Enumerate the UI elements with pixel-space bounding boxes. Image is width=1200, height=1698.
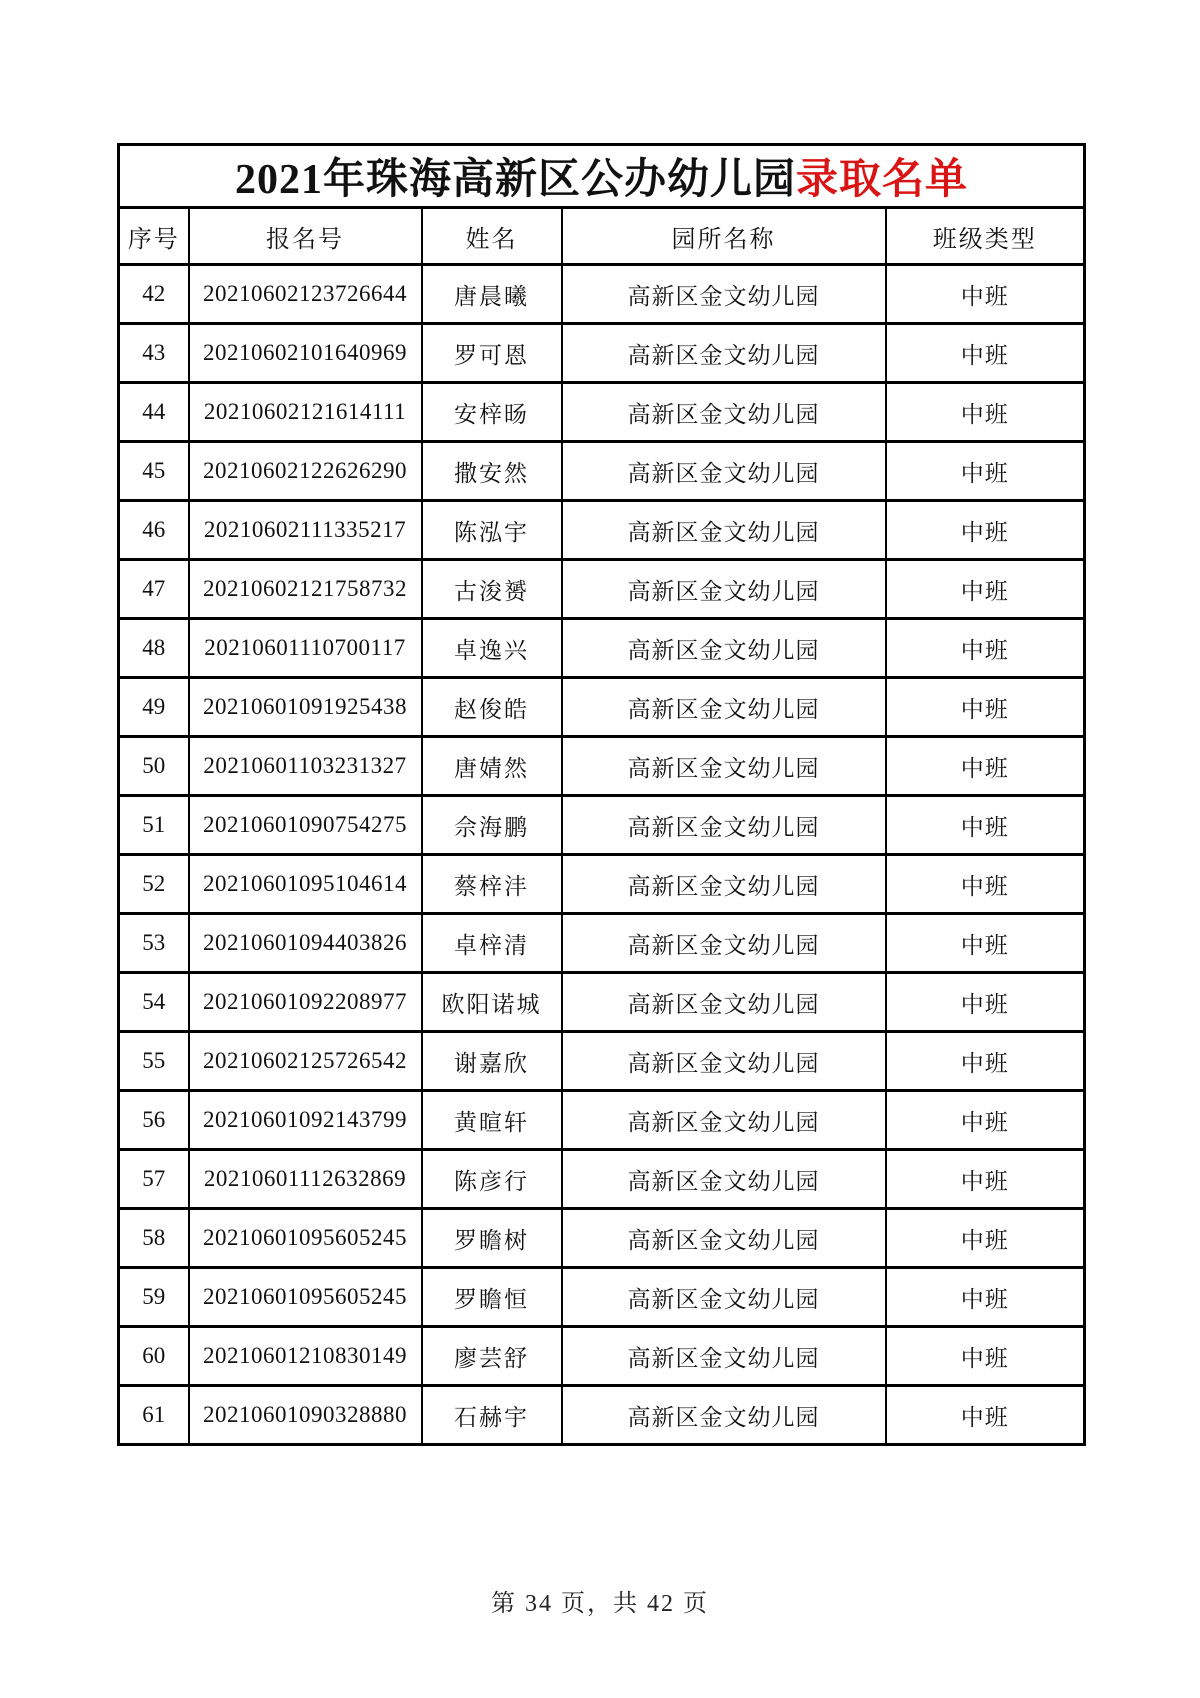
table-row <box>119 973 1085 1032</box>
table-row <box>119 1091 1085 1150</box>
table-row <box>119 619 1085 678</box>
class-type-cell: 中班 <box>886 1268 1085 1327</box>
class-type-cell: 中班 <box>886 973 1085 1032</box>
registration-number-cell: 20210602101640969 <box>189 324 422 383</box>
table-row <box>119 1209 1085 1268</box>
table-row <box>119 737 1085 796</box>
registration-number-cell: 20210601092208977 <box>189 973 422 1032</box>
table-row <box>119 324 1085 383</box>
kindergarten-name-cell: 高新区金文幼儿园 <box>562 855 886 914</box>
kindergarten-name-cell: 高新区金文幼儿园 <box>562 619 886 678</box>
class-type-cell: 中班 <box>886 914 1085 973</box>
class-type-cell: 中班 <box>886 796 1085 855</box>
column-header-registration-number: 报名号 <box>189 208 422 265</box>
class-type-cell: 中班 <box>886 560 1085 619</box>
registration-number-cell: 20210601090754275 <box>189 796 422 855</box>
roster-body <box>119 265 1085 1445</box>
kindergarten-name-cell: 高新区金文幼儿园 <box>562 442 886 501</box>
student-name-cell: 卓梓清 <box>422 914 562 973</box>
row-index-cell: 58 <box>119 1209 189 1268</box>
row-index-cell: 45 <box>119 442 189 501</box>
registration-number-cell: 20210601091925438 <box>189 678 422 737</box>
student-name-cell: 蔡梓沣 <box>422 855 562 914</box>
class-type-cell: 中班 <box>886 619 1085 678</box>
kindergarten-name-cell: 高新区金文幼儿园 <box>562 1327 886 1386</box>
class-type-cell: 中班 <box>886 1386 1085 1445</box>
row-index-cell: 50 <box>119 737 189 796</box>
registration-number-cell: 20210601103231327 <box>189 737 422 796</box>
kindergarten-name-cell: 高新区金文幼儿园 <box>562 1032 886 1091</box>
registration-number-cell: 20210601112632869 <box>189 1150 422 1209</box>
registration-number-cell: 20210601095605245 <box>189 1209 422 1268</box>
student-name-cell: 罗瞻树 <box>422 1209 562 1268</box>
class-type-cell: 中班 <box>886 1327 1085 1386</box>
row-index-cell: 57 <box>119 1150 189 1209</box>
row-index-cell: 49 <box>119 678 189 737</box>
registration-number-cell: 20210601110700117 <box>189 619 422 678</box>
kindergarten-name-cell: 高新区金文幼儿园 <box>562 1268 886 1327</box>
class-type-cell: 中班 <box>886 383 1085 442</box>
table-row <box>119 265 1085 324</box>
kindergarten-name-cell: 高新区金文幼儿园 <box>562 383 886 442</box>
registration-number-cell: 20210602125726542 <box>189 1032 422 1091</box>
registration-number-cell: 20210602121614111 <box>189 383 422 442</box>
title-red-text: 录取名单 <box>796 157 969 203</box>
student-name-cell: 古浚赟 <box>422 560 562 619</box>
registration-number-cell: 20210601095104614 <box>189 855 422 914</box>
registration-number-cell: 20210601094403826 <box>189 914 422 973</box>
column-header-name: 姓名 <box>422 208 562 265</box>
student-name-cell: 陈泓宇 <box>422 501 562 560</box>
student-name-cell: 罗可恩 <box>422 324 562 383</box>
column-header-class-type: 班级类型 <box>886 208 1085 265</box>
class-type-cell: 中班 <box>886 501 1085 560</box>
class-type-cell: 中班 <box>886 442 1085 501</box>
student-name-cell: 安梓旸 <box>422 383 562 442</box>
student-name-cell: 廖芸舒 <box>422 1327 562 1386</box>
registration-number-cell: 20210602123726644 <box>189 265 422 324</box>
header-row <box>119 208 1085 265</box>
kindergarten-name-cell: 高新区金文幼儿园 <box>562 501 886 560</box>
row-index-cell: 46 <box>119 501 189 560</box>
class-type-cell: 中班 <box>886 1150 1085 1209</box>
page-footer: 第 34 页，共 42 页 <box>491 1591 709 1617</box>
table-row <box>119 1268 1085 1327</box>
class-type-cell: 中班 <box>886 1209 1085 1268</box>
class-type-cell: 中班 <box>886 324 1085 383</box>
student-name-cell: 陈彦行 <box>422 1150 562 1209</box>
table-row <box>119 1386 1085 1445</box>
registration-number-cell: 20210601210830149 <box>189 1327 422 1386</box>
student-name-cell: 佘海鹏 <box>422 796 562 855</box>
student-name-cell: 赵俊皓 <box>422 678 562 737</box>
row-index-cell: 52 <box>119 855 189 914</box>
document-title <box>119 145 1085 208</box>
row-index-cell: 60 <box>119 1327 189 1386</box>
table-row <box>119 1327 1085 1386</box>
student-name-cell: 黄暄轩 <box>422 1091 562 1150</box>
row-index-cell: 44 <box>119 383 189 442</box>
kindergarten-name-cell: 高新区金文幼儿园 <box>562 1091 886 1150</box>
registration-number-cell: 20210602121758732 <box>189 560 422 619</box>
kindergarten-name-cell: 高新区金文幼儿园 <box>562 678 886 737</box>
class-type-cell: 中班 <box>886 678 1085 737</box>
table-row <box>119 914 1085 973</box>
kindergarten-name-cell: 高新区金文幼儿园 <box>562 560 886 619</box>
kindergarten-name-cell: 高新区金文幼儿园 <box>562 1386 886 1445</box>
class-type-cell: 中班 <box>886 265 1085 324</box>
admission-roster-table <box>117 143 1086 1446</box>
kindergarten-name-cell: 高新区金文幼儿园 <box>562 796 886 855</box>
row-index-cell: 54 <box>119 973 189 1032</box>
title-row <box>119 145 1085 208</box>
class-type-cell: 中班 <box>886 737 1085 796</box>
table-row <box>119 796 1085 855</box>
row-index-cell: 47 <box>119 560 189 619</box>
registration-number-cell: 20210602122626290 <box>189 442 422 501</box>
class-type-cell: 中班 <box>886 1032 1085 1091</box>
table-row <box>119 442 1085 501</box>
student-name-cell: 谢嘉欣 <box>422 1032 562 1091</box>
kindergarten-name-cell: 高新区金文幼儿园 <box>562 914 886 973</box>
row-index-cell: 53 <box>119 914 189 973</box>
registration-number-cell: 20210601090328880 <box>189 1386 422 1445</box>
table-row <box>119 1150 1085 1209</box>
kindergarten-name-cell: 高新区金文幼儿园 <box>562 973 886 1032</box>
row-index-cell: 59 <box>119 1268 189 1327</box>
kindergarten-name-cell: 高新区金文幼儿园 <box>562 265 886 324</box>
column-header-index: 序号 <box>119 208 189 265</box>
registration-number-cell: 20210602111335217 <box>189 501 422 560</box>
kindergarten-name-cell: 高新区金文幼儿园 <box>562 324 886 383</box>
registration-number-cell: 20210601095605245 <box>189 1268 422 1327</box>
student-name-cell: 欧阳诺城 <box>422 973 562 1032</box>
kindergarten-name-cell: 高新区金文幼儿园 <box>562 737 886 796</box>
kindergarten-name-cell: 高新区金文幼儿园 <box>562 1150 886 1209</box>
student-name-cell: 卓逸兴 <box>422 619 562 678</box>
registration-number-cell: 20210601092143799 <box>189 1091 422 1150</box>
class-type-cell: 中班 <box>886 1091 1085 1150</box>
table-row <box>119 560 1085 619</box>
row-index-cell: 51 <box>119 796 189 855</box>
table-row <box>119 501 1085 560</box>
row-index-cell: 56 <box>119 1091 189 1150</box>
table-row <box>119 855 1085 914</box>
table-row <box>119 678 1085 737</box>
row-index-cell: 43 <box>119 324 189 383</box>
row-index-cell: 55 <box>119 1032 189 1091</box>
column-header-kindergarten: 园所名称 <box>562 208 886 265</box>
student-name-cell: 唐婧然 <box>422 737 562 796</box>
student-name-cell: 撒安然 <box>422 442 562 501</box>
kindergarten-name-cell: 高新区金文幼儿园 <box>562 1209 886 1268</box>
student-name-cell: 石赫宇 <box>422 1386 562 1445</box>
table-row <box>119 1032 1085 1091</box>
student-name-cell: 唐晨曦 <box>422 265 562 324</box>
row-index-cell: 61 <box>119 1386 189 1445</box>
title-black-text: 2021年珠海高新区公办幼儿园 <box>234 157 796 203</box>
row-index-cell: 48 <box>119 619 189 678</box>
table-row <box>119 383 1085 442</box>
student-name-cell: 罗瞻恒 <box>422 1268 562 1327</box>
class-type-cell: 中班 <box>886 855 1085 914</box>
row-index-cell: 42 <box>119 265 189 324</box>
